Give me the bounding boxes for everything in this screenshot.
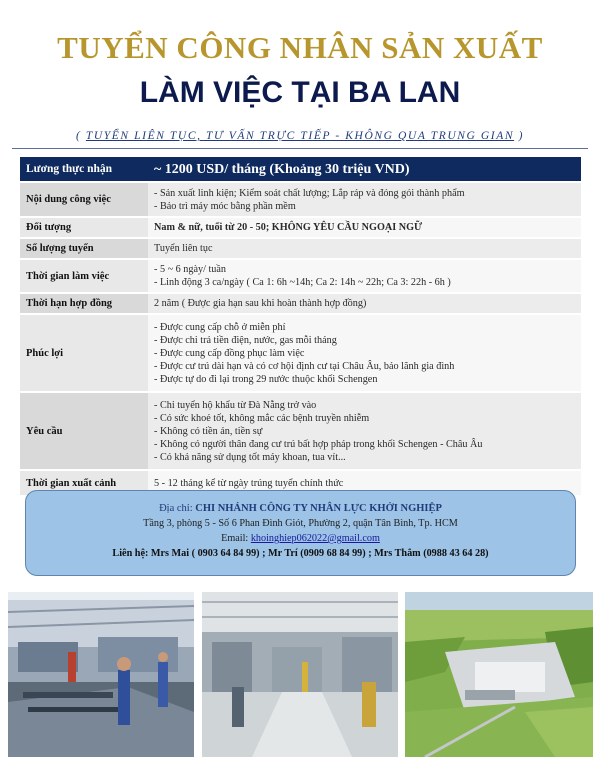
headline-location: LÀM VIỆC TẠI BA LAN	[139, 76, 461, 109]
hours-line: - Linh động 3 ca/ngày ( Ca 1: 6h ~14h; Ca 2: 14h ~ 22h; Ca 3: 22h - 6h )	[154, 277, 451, 288]
phone-contacts: Liên hệ: Mrs Mai ( 0903 64 84 99) ; Mr Trí (0909 68 84 99) ; Mrs Thắm (0988 43 64 28)	[112, 548, 489, 559]
row-quantity	[20, 239, 581, 258]
factory-workers-photo	[8, 592, 194, 757]
requirement-line: - Có khả năng sử dụng tốt máy khoan, tua vít...	[154, 451, 346, 463]
subtitle-open: (	[75, 130, 86, 142]
benefits-value	[148, 315, 581, 391]
hours-line: - 5 ~ 6 ngày/ tuần	[154, 264, 226, 275]
job-info-table	[20, 155, 581, 497]
contract-label: Thời hạn hợp đồng	[20, 294, 148, 313]
subtitle	[0, 130, 600, 142]
row-benefits	[20, 315, 581, 391]
benefit-line: - Được chi trả tiền điện, nước, gas mỗi tháng	[154, 334, 337, 346]
email-link[interactable]: khoinghiep062022@gmail.com	[250, 533, 380, 544]
benefits-label: Phúc lợi	[20, 315, 148, 391]
departure-label: Thời gian xuất cảnh	[20, 471, 148, 495]
headline-recruit: TUYỂN CÔNG NHÂN SẢN XUẤT	[57, 30, 543, 65]
row-salary	[20, 157, 581, 181]
company-name: CHI NHÁNH CÔNG TY NHÂN LỰC KHỞI NGHIỆP	[195, 503, 442, 514]
quantity-label: Số lượng tuyển	[20, 239, 148, 258]
requirement-line: - Không có người thân đang cư trú bất hợp pháp trong khối Schengen - Châu Âu	[154, 438, 483, 450]
requirement-line: - Có sức khoẻ tốt, không mắc các bệnh truyền nhiễm	[154, 412, 370, 424]
aerial-factory-photo	[405, 592, 593, 757]
departure-value: 5 - 12 tháng kể từ ngày trúng tuyển chính thức	[148, 471, 581, 495]
benefit-line: - Được cung cấp chỗ ở miễn phí	[154, 321, 286, 333]
row-hours	[20, 260, 581, 292]
address-text: Tầng 3, phòng 5 - Số 6 Phan Đình Giót, Phường 2, quận Tân Bình, Tp. HCM	[143, 518, 458, 529]
job-line: - Bảo trì máy móc bằng phần mềm	[154, 200, 296, 212]
job-line: - Sản xuất linh kiện; Kiểm soát chất lượng; Lắp ráp và đóng gói thành phẩm	[154, 187, 465, 199]
hours-label: Thời gian làm việc	[20, 260, 148, 292]
target-label: Đối tượng	[20, 218, 148, 237]
company-line	[26, 503, 575, 514]
row-target	[20, 218, 581, 237]
requirement-line: - Chỉ tuyển hộ khẩu từ Đà Nẵng trở vào	[154, 399, 317, 411]
job-value	[148, 183, 581, 216]
requirements-label: Yêu cầu	[20, 393, 148, 469]
target-value: Nam & nữ, tuổi từ 20 - 50; KHÔNG YÊU CẦU NGOẠI NGỮ	[148, 218, 581, 237]
benefit-line: - Được cư trú dài hạn và có cơ hội định cư tại Châu Âu, bảo lãnh gia đình	[154, 360, 455, 372]
contact-box	[25, 490, 576, 576]
job-label: Nội dung công việc	[20, 183, 148, 216]
email-line	[26, 533, 575, 544]
subtitle-text: TUYỂN LIÊN TỤC, TƯ VẤN TRỰC TIẾP - KHÔNG QUA TRUNG GIAN	[85, 130, 515, 142]
quantity-value: Tuyển liên tục	[148, 239, 581, 258]
factory-hall-photo	[202, 592, 398, 757]
benefit-line: - Được cung cấp đồng phục làm việc	[154, 347, 305, 359]
requirement-line: - Không có tiền án, tiền sự	[154, 425, 263, 437]
subtitle-close: )	[514, 130, 525, 142]
row-requirements	[20, 393, 581, 469]
divider	[12, 148, 588, 149]
contract-value: 2 năm ( Được gia hạn sau khi hoàn thành hợp đồng)	[148, 294, 581, 313]
salary-value: ~ 1200 USD/ tháng (Khoảng 30 triệu VND)	[148, 157, 581, 181]
address-label: Địa chỉ:	[159, 503, 193, 514]
salary-label: Lương thực nhận	[20, 157, 148, 181]
hours-value	[148, 260, 581, 292]
row-job	[20, 183, 581, 216]
requirements-value	[148, 393, 581, 469]
row-contract	[20, 294, 581, 313]
benefit-line: - Được tự do đi lại trong 29 nước thuộc khối Schengen	[154, 373, 378, 385]
email-label: Email:	[221, 533, 249, 544]
